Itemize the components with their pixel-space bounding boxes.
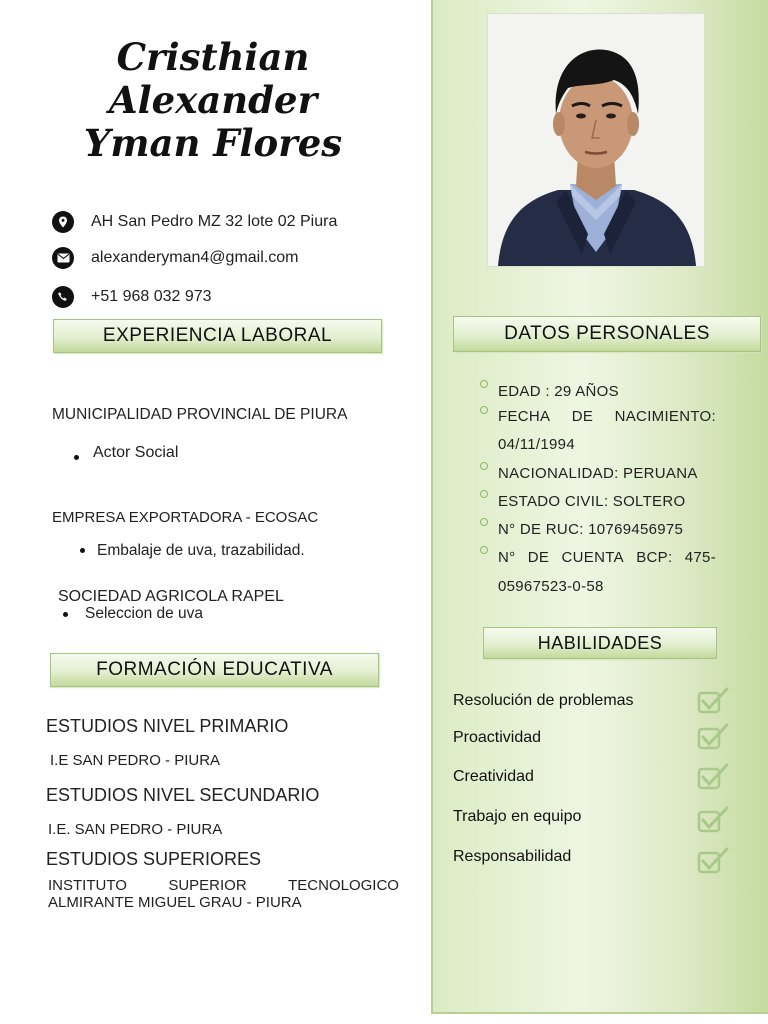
contact-phone xyxy=(52,285,212,309)
birth-label xyxy=(498,408,716,425)
ruc-text: N° DE RUC: 10769456975 xyxy=(498,521,684,538)
skill-item: Resolución de problemas xyxy=(453,692,634,709)
word: N° xyxy=(498,549,516,566)
bullet-icon xyxy=(74,455,79,460)
name-line-1: Cristhian xyxy=(116,35,310,79)
checkbox-icon xyxy=(696,805,730,835)
higher-heading: ESTUDIOS SUPERIORES xyxy=(46,849,262,869)
word: DE xyxy=(571,408,594,425)
contact-address xyxy=(52,210,337,234)
job-3-task: Seleccion de uva xyxy=(85,605,204,622)
phone-icon xyxy=(52,286,74,308)
personal-header: DATOS PERSONALES xyxy=(453,316,761,352)
word: DE xyxy=(527,549,550,566)
bullet-icon xyxy=(80,548,85,553)
personal-age xyxy=(480,380,720,402)
education-header: FORMACIÓN EDUCATIVA xyxy=(50,653,379,687)
location-icon xyxy=(52,211,74,233)
account-number: 05967523-0-58 xyxy=(498,578,604,595)
secondary-school: I.E. SAN PEDRO - PIURA xyxy=(48,821,223,838)
checkbox-icon xyxy=(696,686,730,716)
bullet-icon xyxy=(63,612,68,617)
email-link[interactable]: alexanderyman4@gmail.com xyxy=(91,249,299,266)
nationality-text: NACIONALIDAD: PERUANA xyxy=(498,465,698,482)
word: NACIMIENTO: xyxy=(614,408,716,425)
circle-bullet-icon xyxy=(480,406,488,414)
word: TECNOLOGICO xyxy=(288,877,399,894)
birth-date: 04/11/1994 xyxy=(498,436,575,453)
primary-heading: ESTUDIOS NIVEL PRIMARIO xyxy=(46,716,289,736)
civil-status-text: ESTADO CIVIL: SOLTERO xyxy=(498,493,686,510)
word: SUPERIOR xyxy=(168,877,247,894)
higher-institution-line-2: ALMIRANTE MIGUEL GRAU - PIURA xyxy=(48,894,302,911)
personal-civil-status xyxy=(480,490,720,512)
secondary-heading: ESTUDIOS NIVEL SECUNDARIO xyxy=(46,785,320,805)
experience-header: EXPERIENCIA LABORAL xyxy=(53,319,382,353)
age-text: EDAD : 29 AÑOS xyxy=(498,383,619,400)
word: CUENTA xyxy=(561,549,624,566)
skill-item: Creatividad xyxy=(453,768,534,785)
personal-ruc xyxy=(480,518,720,540)
circle-bullet-icon xyxy=(480,380,488,388)
checkbox-icon xyxy=(696,846,730,876)
job-2-task: Embalaje de uva, trazabilidad. xyxy=(97,542,305,559)
skills-header: HABILIDADES xyxy=(483,627,717,659)
higher-institution-line-1 xyxy=(48,877,399,894)
account-label xyxy=(498,549,716,566)
checkbox-icon xyxy=(696,722,730,752)
personal-account xyxy=(480,546,720,598)
job-1-employer: MUNICIPALIDAD PROVINCIAL DE PIURA xyxy=(52,406,348,423)
name-line-3: Yman Flores xyxy=(83,121,343,165)
name-line-2: Alexander xyxy=(108,78,318,122)
circle-bullet-icon xyxy=(480,518,488,526)
word: BCP: xyxy=(636,549,673,566)
circle-bullet-icon xyxy=(480,546,488,554)
skill-item: Proactividad xyxy=(453,729,542,746)
mail-icon xyxy=(52,247,74,269)
word: INSTITUTO xyxy=(48,877,127,894)
job-2-employer: EMPRESA EXPORTADORA - ECOSAC xyxy=(52,509,319,526)
phone-text: +51 968 032 973 xyxy=(91,288,212,305)
profile-photo xyxy=(488,14,704,266)
skill-item: Responsabilidad xyxy=(453,848,572,865)
skill-item: Trabajo en equipo xyxy=(453,808,582,825)
personal-birth xyxy=(480,406,720,456)
personal-nationality xyxy=(480,462,720,484)
word: FECHA xyxy=(498,408,551,425)
word: 475- xyxy=(684,549,716,566)
circle-bullet-icon xyxy=(480,462,488,470)
job-1-task: Actor Social xyxy=(93,444,179,461)
address-text: AH San Pedro MZ 32 lote 02 Piura xyxy=(91,213,338,230)
job-3-employer: SOCIEDAD AGRICOLA RAPEL xyxy=(58,588,284,605)
full-name xyxy=(60,36,366,165)
circle-bullet-icon xyxy=(480,490,488,498)
primary-school: I.E SAN PEDRO - PIURA xyxy=(50,752,221,769)
checkbox-icon xyxy=(696,762,730,792)
contact-email xyxy=(52,246,298,270)
